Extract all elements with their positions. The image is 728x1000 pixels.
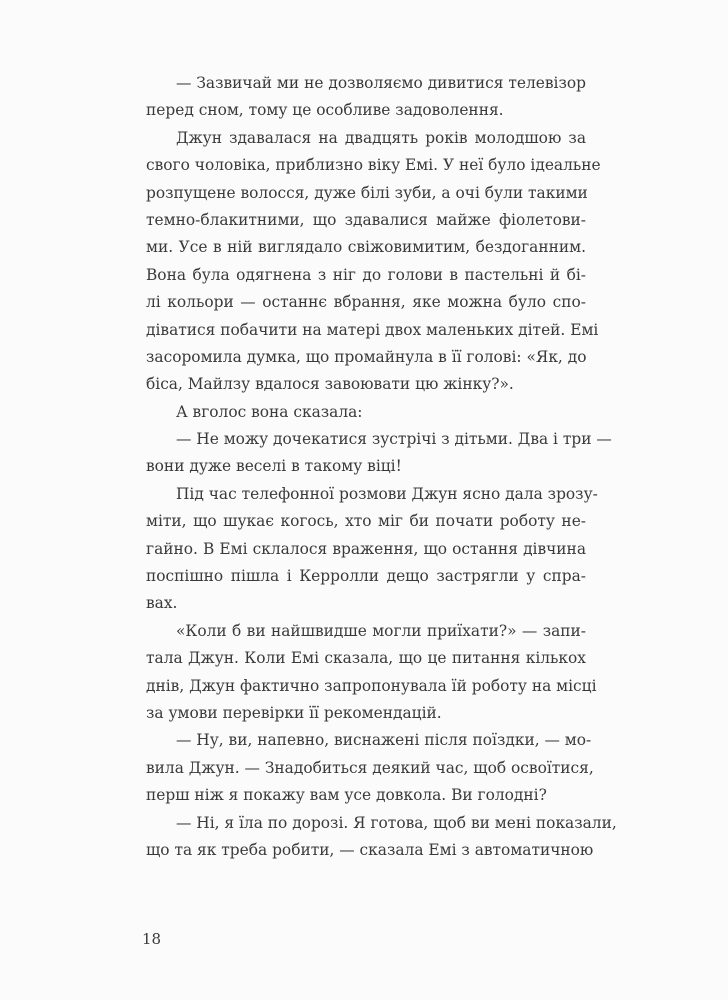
text-line: за умови перевірки її рекомендацій.	[146, 703, 442, 722]
text-line: тала Джун. Коли Емі сказала, що це питання кількох	[146, 649, 586, 668]
paragraph	[146, 481, 598, 618]
text-line: перш ніж я покажу вам усе довкола. Ви голодні?	[146, 786, 547, 805]
paragraph	[146, 618, 597, 728]
text-line: вах.	[146, 594, 178, 613]
text-line: ми. Усе в ній виглядало свіжовимитим, бездоганним.	[146, 238, 586, 257]
paragraph	[146, 70, 586, 125]
text-line: Джун здавалася на двадцять років молодшою за	[176, 128, 586, 147]
body-text	[146, 70, 617, 864]
text-line: засоромила думка, що промайнула в її голові: «Як, до	[146, 347, 587, 366]
text-line: — Ну, ви, напевно, виснажені після поїздки, — мо-	[176, 731, 592, 750]
page-number: 18	[142, 930, 162, 948]
text-line: днів, Джун фактично запропонувала їй роботу на місці	[146, 676, 597, 695]
text-line: вила Джун. — Знадобиться деякий час, щоб освоїтися,	[146, 758, 594, 777]
text-line: міти, що шукає когось, хто міг би почати роботу не-	[146, 512, 586, 531]
text-line: Під час телефонної розмови Джун ясно дала зрозу-	[176, 484, 598, 503]
text-line: — Ні, я їла по дорозі. Я готова, щоб ви мені показали,	[176, 813, 617, 832]
text-line: діватися побачити на матері двох маленьких дітей. Емі	[146, 320, 599, 339]
text-line: свого чоловіка, приблизно віку Емі. У неї було ідеальне	[146, 156, 601, 175]
paragraph	[146, 727, 594, 809]
paragraph	[146, 426, 612, 481]
text-line: поспішно пішла і Керролли дещо застрягли у спра-	[146, 567, 586, 586]
paragraph	[146, 125, 601, 399]
text-line: Вона була одягнена з ніг до голови в пастельні й бі-	[146, 265, 586, 284]
text-line: темно-блакитними, що здавалися майже фіолетови-	[146, 210, 586, 229]
paragraph	[146, 399, 586, 426]
text-line: — Зазвичай ми не дозволяємо дивитися телевізор	[176, 74, 586, 92]
paragraph	[146, 810, 617, 865]
text-line: гайно. В Емі склалося враження, що остання дівчина	[146, 539, 586, 558]
text-line: — Не можу дочекатися зустрічі з дітьми. Два і три —	[176, 430, 612, 449]
text-line: перед сном, тому це особливе задоволення.	[146, 101, 504, 120]
text-line: що та як треба робити, — сказала Емі з автоматичною	[146, 840, 594, 859]
text-line: «Коли б ви найшвидше могли приїхати?» — запи-	[176, 621, 586, 640]
text-line: А вголос вона сказала:	[176, 402, 363, 421]
text-line: розпущене волосся, дуже білі зуби, а очі були такими	[146, 183, 588, 202]
text-line: лі кольори — останнє вбрання, яке можна було спо-	[146, 293, 586, 312]
text-line: біса, Майлзу вдалося завоювати цю жінку?».	[146, 375, 514, 394]
text-line: вони дуже веселі в такому віці!	[146, 457, 402, 476]
